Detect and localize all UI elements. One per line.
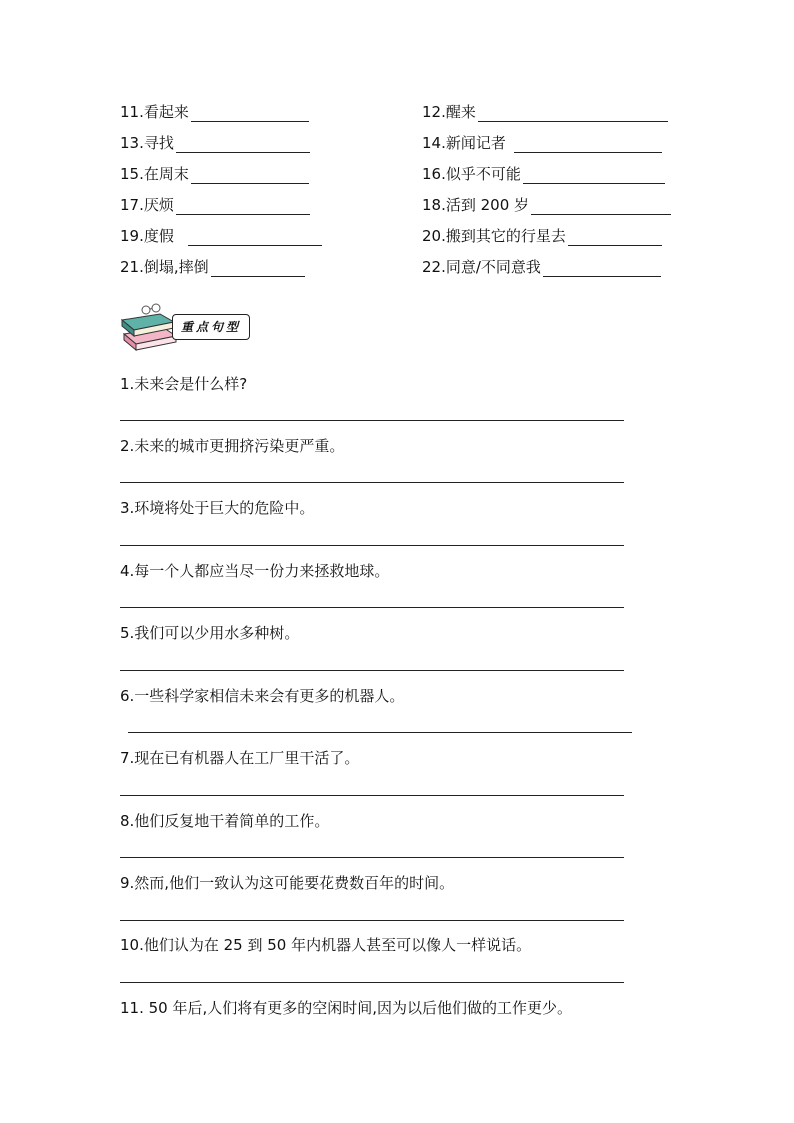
sentence-prompt-6: 6.一些科学家相信未来会有更多的机器人。 xyxy=(120,687,405,705)
vocab-item-13 xyxy=(120,133,310,153)
answer-line-10[interactable] xyxy=(120,982,624,983)
vocab-answer-blank[interactable] xyxy=(188,229,322,246)
vocab-answer-blank[interactable] xyxy=(191,105,309,122)
vocab-prompt: 12.醒来 xyxy=(422,103,476,121)
vocab-item-16 xyxy=(422,164,665,184)
answer-line-7[interactable] xyxy=(120,795,624,796)
vocab-answer-blank[interactable] xyxy=(211,260,305,277)
vocab-answer-blank[interactable] xyxy=(176,136,310,153)
answer-line-4[interactable] xyxy=(120,607,624,608)
sentence-prompt-9: 9.然而,他们一致认为这可能要花费数百年的时间。 xyxy=(120,874,455,892)
vocab-item-22 xyxy=(422,257,661,277)
sentence-prompt-3: 3.环境将处于巨大的危险中。 xyxy=(120,499,315,517)
sentence-prompt-4: 4.每一个人都应当尽一份力来拯救地球。 xyxy=(120,562,390,580)
answer-line-1[interactable] xyxy=(120,420,624,421)
vocab-item-18 xyxy=(422,195,671,215)
sentence-prompt-7: 7.现在已有机器人在工厂里干活了。 xyxy=(120,749,360,767)
vocab-prompt: 15.在周末 xyxy=(120,165,189,183)
section-header-key-sentences xyxy=(120,300,260,352)
sentence-prompt-2: 2.未来的城市更拥挤污染更严重。 xyxy=(120,437,345,455)
vocab-item-17 xyxy=(120,195,310,215)
vocab-item-20 xyxy=(422,226,662,246)
vocab-answer-blank[interactable] xyxy=(514,136,662,153)
vocab-prompt: 16.似乎不可能 xyxy=(422,165,521,183)
vocab-item-11 xyxy=(120,102,309,122)
sentence-prompt-1: 1.未来会是什么样? xyxy=(120,375,248,393)
vocab-answer-blank[interactable] xyxy=(191,167,309,184)
vocab-prompt: 19.度假 xyxy=(120,227,174,245)
books-icon xyxy=(120,300,180,352)
sentence-prompt-8: 8.他们反复地干着简单的工作。 xyxy=(120,812,330,830)
vocab-prompt: 11.看起来 xyxy=(120,103,189,121)
vocab-prompt: 17.厌烦 xyxy=(120,196,174,214)
vocab-answer-blank[interactable] xyxy=(543,260,661,277)
vocab-item-21 xyxy=(120,257,305,277)
vocab-prompt: 14.新闻记者 xyxy=(422,134,506,152)
answer-line-3[interactable] xyxy=(120,545,624,546)
sentence-prompt-10: 10.他们认为在 25 到 50 年内机器人甚至可以像人一样说话。 xyxy=(120,936,532,954)
vocab-item-14 xyxy=(422,133,662,153)
vocab-answer-blank[interactable] xyxy=(531,198,671,215)
vocab-item-12 xyxy=(422,102,668,122)
answer-line-8[interactable] xyxy=(120,857,624,858)
vocab-answer-blank[interactable] xyxy=(523,167,665,184)
vocab-answer-blank[interactable] xyxy=(478,105,668,122)
vocab-answer-blank[interactable] xyxy=(568,229,662,246)
answer-line-5[interactable] xyxy=(120,670,624,671)
section-title: 重点句型 xyxy=(172,314,250,340)
vocab-prompt: 22.同意/不同意我 xyxy=(422,258,541,276)
vocab-prompt: 13.寻找 xyxy=(120,134,174,152)
answer-line-9[interactable] xyxy=(120,920,624,921)
vocab-prompt: 21.倒塌,摔倒 xyxy=(120,258,209,276)
vocab-prompt: 20.搬到其它的行星去 xyxy=(422,227,566,245)
sentence-prompt-5: 5.我们可以少用水多种树。 xyxy=(120,624,300,642)
vocab-answer-blank[interactable] xyxy=(176,198,310,215)
vocab-item-15 xyxy=(120,164,309,184)
answer-line-2[interactable] xyxy=(120,482,624,483)
sentence-prompt-11: 11. 50 年后,人们将有更多的空闲时间,因为以后他们做的工作更少。 xyxy=(120,999,573,1017)
vocab-prompt: 18.活到 200 岁 xyxy=(422,196,530,214)
answer-line-6[interactable] xyxy=(128,732,632,733)
vocab-item-19 xyxy=(120,226,322,246)
